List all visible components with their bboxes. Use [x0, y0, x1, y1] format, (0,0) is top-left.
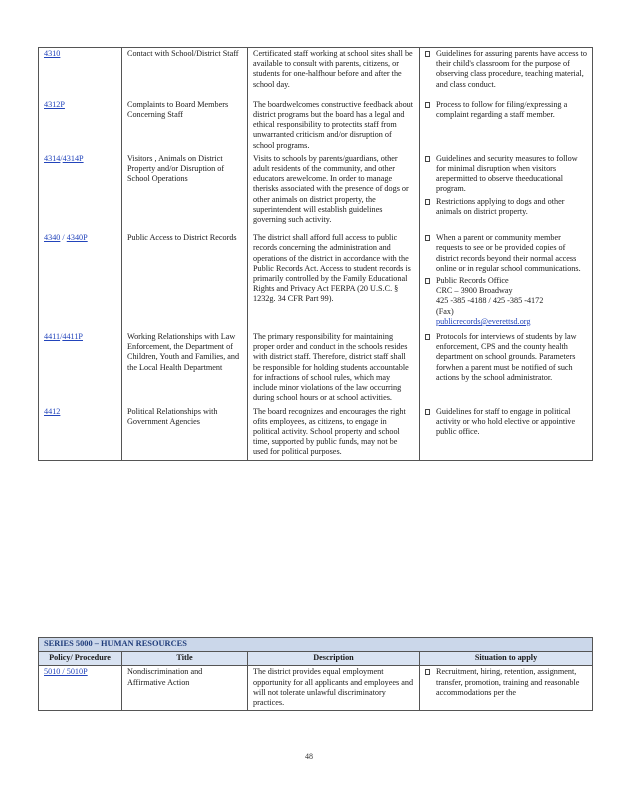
table-row: [39, 94, 593, 153]
table-row: [39, 331, 593, 405]
series-header-row: [39, 638, 593, 652]
policy-code-cell: [39, 666, 122, 711]
description-cell: Visits to schools by parents/guardians, other adult residents of the community, and other educators arewelcome. In order to manage therisks associated with the presence of dogs or other animals on district property, the superintendent will establish guidelines governing such activity.: [248, 153, 420, 227]
policy-table: [38, 47, 593, 461]
policy-code-cell: [39, 94, 122, 153]
situation-cell: [420, 94, 593, 153]
table-row: [39, 153, 593, 227]
policy-link[interactable]: 4312P: [44, 99, 65, 109]
checkbox-bullet-icon: [425, 102, 430, 108]
column-header: Title: [122, 652, 248, 666]
policy-link[interactable]: 4340P: [66, 233, 88, 243]
description-cell: The district shall afford full access to public records concerning the administration and operations of the district in accordance with the Public Records Act. Access to student records is primarily controlled by the Family Educational Rights and Privacy Act FERPA (20 U.S.C. § 1232g. 34 CFR Part 99).: [248, 227, 420, 331]
checkbox-bullet-icon: [425, 156, 430, 162]
list-item: Recruitment, hiring, retention, assignment, transfer, promotion, training and reasonable accommodations per the: [425, 667, 587, 698]
policy-code-cell: 4411/4411P: [39, 331, 122, 405]
series-table: [38, 637, 593, 711]
policy-code-cell: [39, 406, 122, 461]
description-cell: The boardwelcomes constructive feedback about district programs but the board has a legal and ethical responsibility to protectits staff from unwarranted criticism and/or disruption of school programs.: [248, 94, 420, 153]
column-header: Description: [248, 652, 420, 666]
list-item: When a parent or community member requests to see or be provided copies of district records beyond their normal access online or in regular school communications.: [425, 233, 587, 274]
series-heading: SERIES 5000 – HUMAN RESOURCES: [39, 638, 593, 652]
situation-cell: [420, 48, 593, 94]
table-row: [39, 666, 593, 711]
title-cell: Working Relationships with Law Enforcement, the Department of Children, Youth and Families, and the Local Health Department: [122, 331, 248, 405]
list-item: Protocols for interviews of students by law enforcement, CPS and the county health department on school grounds. Parameters forwhen a parent must be notified of such actions by the school administrator.: [425, 332, 587, 383]
policy-link[interactable]: 4310: [44, 49, 61, 58]
checkbox-bullet-icon: [425, 669, 430, 675]
list-item: Restrictions applying to dogs and other animals on district property.: [425, 197, 587, 217]
policy-link[interactable]: 4411P: [62, 332, 83, 342]
table-row: [39, 227, 593, 331]
policy-code-cell: [39, 48, 122, 94]
description-cell: The primary responsibility for maintaining proper order and conduct in the schools resides with district staff. Therefore, district staff shall be responsible for holding students accountable for infractions of school rules, which may include minor violations of the law occurring during school hours or at school activities.: [248, 331, 420, 405]
situation-cell: [420, 227, 593, 331]
list-item: Process to follow for filing/expressing a complaint regarding a staff member.: [425, 100, 587, 120]
policy-link[interactable]: 4314P: [62, 153, 84, 163]
description-cell: The board recognizes and encourages the right ofits employees, as citizens, to engage in political activity. School property and school time, supported by public funds, may not be used for political purposes.: [248, 406, 420, 461]
policy-code-cell: 4340 / 4340P: [39, 227, 122, 331]
list-item: Guidelines for staff to engage in political activity or who hold elective or appointive public office.: [425, 407, 587, 438]
email-link[interactable]: publicrecords@everettsd.org: [436, 316, 531, 326]
column-header-row: [39, 652, 593, 666]
column-header: Situation to apply: [420, 652, 593, 666]
policy-code-cell: 4314/4314P: [39, 153, 122, 227]
situation-cell: [420, 406, 593, 461]
description-cell: Certificated staff working at school sites shall be available to consult with parents, citizens, or students for one-halfhour before and after the school day.: [248, 48, 420, 94]
title-cell: Nondiscrimination and Affirmative Action: [122, 666, 248, 711]
table-row: [39, 406, 593, 461]
column-header: Policy/ Procedure: [39, 652, 122, 666]
list-item: Guidelines for assuring parents have access to their child's classroom for the purpose of observing class procedure, teaching material, and class conduct.: [425, 49, 587, 90]
title-cell: Public Access to District Records: [122, 227, 248, 331]
checkbox-bullet-icon: [425, 51, 430, 57]
checkbox-bullet-icon: [425, 334, 430, 340]
policy-link[interactable]: 4411: [44, 332, 61, 342]
situation-cell: [420, 666, 593, 711]
title-cell: Contact with School/District Staff: [122, 48, 248, 94]
list-item: Guidelines and security measures to follow for minimal disruption when visitors arepermitted to observe theeducational program.: [425, 154, 587, 195]
situation-cell: [420, 153, 593, 227]
table-row: [39, 48, 593, 94]
title-cell: Political Relationships with Government Agencies: [122, 406, 248, 461]
policy-link[interactable]: 4412: [44, 406, 61, 416]
page-number: 48: [305, 752, 313, 761]
checkbox-bullet-icon: [425, 278, 430, 284]
checkbox-bullet-icon: [425, 199, 430, 205]
checkbox-bullet-icon: [425, 409, 430, 415]
checkbox-bullet-icon: [425, 235, 430, 241]
situation-cell: [420, 331, 593, 405]
title-cell: Complaints to Board Members Concerning Staff: [122, 94, 248, 153]
policy-link[interactable]: 4314: [44, 153, 61, 163]
list-item: Public Records Office CRC – 3900 Broadway 425 -385 -4188 / 425 -385 -4172 (Fax) publicrecords@everettsd.org: [425, 276, 587, 327]
description-cell: The district provides equal employment opportunity for all applicants and employees and will not tolerate unlawful discriminatory practices.: [248, 666, 420, 711]
policy-link[interactable]: 4340: [44, 233, 61, 243]
title-cell: Visitors , Animals on District Property and/or Disruption of School Operations: [122, 153, 248, 227]
policy-link[interactable]: 5010 / 5010P: [44, 667, 88, 677]
